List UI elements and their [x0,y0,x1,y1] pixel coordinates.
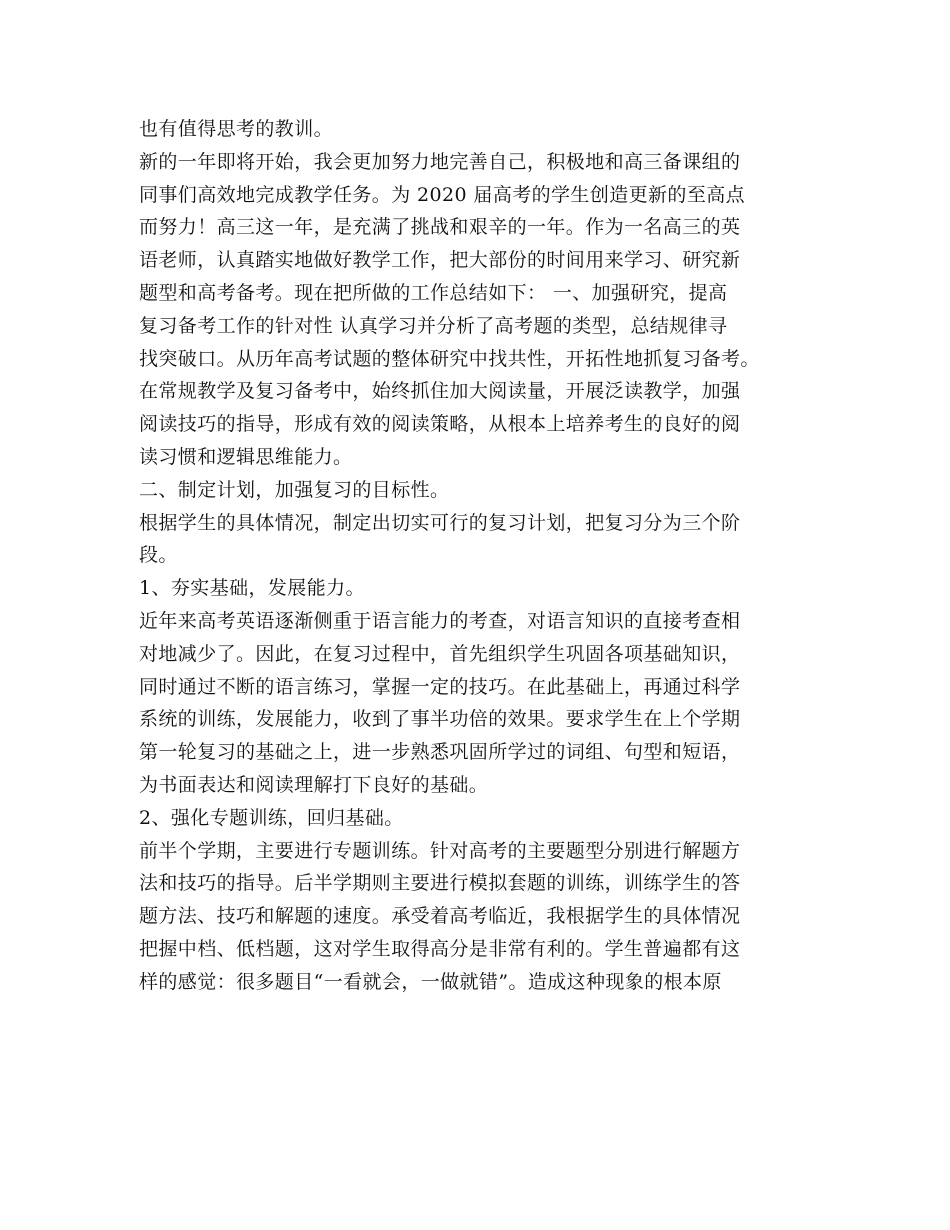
document-body [139,113,839,999]
text-line: 也有值得思考的教训。 [139,118,334,140]
text-line: 为书面表达和阅读理解打下良好的基础。 [139,773,489,796]
text-line: 新的一年即将开始，我会更加努力地完善自己，积极地和高三备课组的 [139,150,741,173]
text-line: 找突破口。从历年高考试题的整体研究中找共性，开拓性地抓复习备考。 [139,347,760,370]
text-line: 在常规教学及复习备考中，始终抓住加大阅读量，开展泛读教学，加强 [139,380,741,403]
text-line: 题型和高考备考。现在把所做的工作总结如下： 一、加强研究，提高 [139,281,728,304]
text-line: 同时通过不断的语言练习，掌握一定的技巧。在此基础上，再通过科学 [139,675,741,698]
text-line: 同事们高效地完成教学任务。为 2020 届高考的学生创造更新的至高点 [139,183,746,206]
text-line: 段。 [139,544,178,567]
text-line: 读习惯和逻辑思维能力。 [139,445,353,468]
text-line: 语老师，认真踏实地做好教学工作，把大部份的时间用来学习、研究新 [139,249,741,272]
text-line: 样的感觉：很多题目“一看就会，一做就错”。造成这种现象的根本原 [139,970,722,993]
text-line: 根据学生的具体情况，制定出切实可行的复习计划，把复习分为三个阶 [139,511,741,534]
text-line: 近年来高考英语逐渐侧重于语言能力的考查，对语言知识的直接考查相 [139,609,741,632]
text-line: 把握中档、低档题，这对学生取得高分是非常有利的。学生普遍都有这 [139,937,741,960]
subsection-heading: 2、强化专题训练，回归基础。 [139,806,404,829]
text-line: 复习备考工作的针对性 认真学习并分析了高考题的类型，总结规律寻 [139,314,728,337]
section-heading: 二、制定计划，加强复习的目标性。 [139,478,450,501]
text-line: 前半个学期，主要进行专题训练。针对高考的主要题型分别进行解题方 [139,839,741,862]
text-line: 题方法、技巧和解题的速度。承受着高考临近，我根据学生的具体情况 [139,905,741,928]
text-line: 对地减少了。因此，在复习过程中，首先组织学生巩固各项基础知识， [139,642,741,665]
text-line: 法和技巧的指导。后半学期则主要进行模拟套题的训练，训练学生的答 [139,872,741,895]
text-line: 而努力！高三这一年，是充满了挑战和艰辛的一年。作为一名高三的英 [139,216,741,239]
text-line: 系统的训练，发展能力，收到了事半功倍的效果。要求学生在上个学期 [139,708,741,731]
subsection-heading: 1、夯实基础，发展能力。 [139,577,365,600]
text-line: 阅读技巧的指导，形成有效的阅读策略，从根本上培养考生的良好的阅 [139,413,741,436]
text-line: 第一轮复习的基础之上，进一步熟悉巩固所学过的词组、句型和短语， [139,741,741,764]
